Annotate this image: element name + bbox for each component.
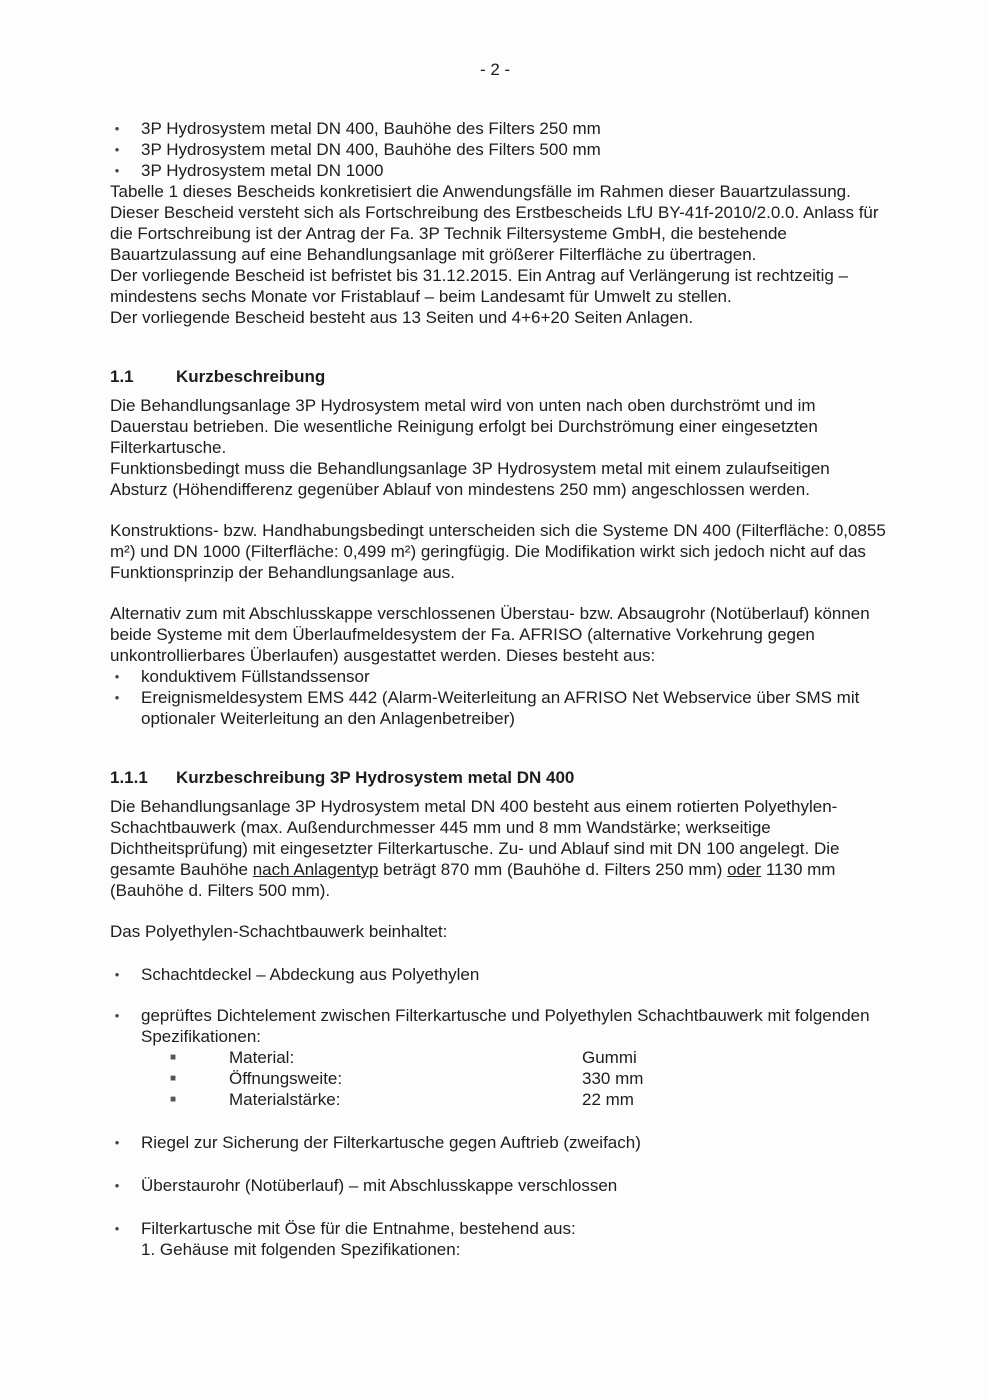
paragraph: Der vorliegende Bescheid ist befristet bis 31.12.2015. Ein Antrag auf Verlängerung ist rechtzeitig – mindestens sechs Monate vor Fristablauf – beim Landesamt für Umwelt zu stellen.: [110, 266, 849, 306]
bullet-icon: •: [114, 163, 120, 178]
page-number: - 2 -: [480, 60, 511, 79]
bullet-icon: •: [114, 142, 120, 157]
square-bullet-icon: ■: [170, 1052, 177, 1063]
bullet-icon: •: [114, 669, 120, 684]
list-item: • 3P Hydrosystem metal DN 400, Bauhöhe des Filters 500 mm: [110, 139, 890, 160]
bullet-icon: •: [114, 690, 120, 705]
section-heading: [110, 366, 890, 387]
bullet-icon: •: [114, 1135, 120, 1150]
subsection-heading: [110, 767, 890, 788]
paragraph: Konstruktions- bzw. Handhabungsbedingt unterscheiden sich die Systeme DN 400 (Filterfläche: 0,0855 m²) und DN 1000 (Filterfläche: 0,499 m²) geringfügig. Die Modifikation wirkt sich jedoch nicht auf das Funktionsprinzip der Behandlungsanlage aus.: [110, 521, 886, 582]
paragraph: Der vorliegende Bescheid besteht aus 13 Seiten und 4+6+20 Seiten Anlagen.: [110, 308, 694, 327]
list-item: • Riegel zur Sicherung der Filterkartusche gegen Auftrieb (zweifach): [110, 1132, 890, 1153]
spec-key: Materialstärke:: [229, 1090, 341, 1109]
list-item: • Filterkartusche mit Öse für die Entnahme, bestehend aus:: [110, 1218, 890, 1239]
paragraph: Die Behandlungsanlage 3P Hydrosystem metal wird von unten nach oben durchströmt und im Dauerstau betrieben. Die wesentliche Reinigung erfolgt bei Durchströmung einer eingesetzten Filterkartusche.: [110, 396, 818, 457]
list-item: • Ereignismeldesystem EMS 442 (Alarm-Weiterleitung an AFRISO Net Webservice über SMS mit optionaler Weiterleitung an den Anlagenbetreiber): [110, 687, 890, 729]
list-item: • geprüftes Dichtelement zwischen Filterkartusche und Polyethylen Schachtbauwerk mit folgenden Spezifikationen:: [110, 1005, 890, 1047]
underlined-text: nach Anlagentyp: [252, 860, 379, 879]
spec-value: Gummi: [582, 1048, 637, 1067]
list-item: • Schachtdeckel – Abdeckung aus Polyethylen: [110, 964, 890, 985]
page-content: [110, 118, 890, 1260]
section-title: Kurzbeschreibung: [176, 367, 326, 386]
numbered-item: 1. Gehäuse mit folgenden Spezifikationen:: [141, 1240, 461, 1259]
bullet-icon: •: [114, 1221, 120, 1236]
list-item: • konduktivem Füllstandssensor: [110, 666, 890, 687]
spec-key: Material:: [229, 1048, 295, 1067]
bullet-icon: •: [114, 1008, 120, 1023]
paragraph: Tabelle 1 dieses Bescheids konkretisiert die Anwendungsfälle im Rahmen dieser Bauartzulassung.: [110, 182, 851, 201]
bullet-icon: •: [114, 1178, 120, 1193]
spec-key: Öffnungsweite:: [229, 1069, 343, 1088]
list-item: • Überstaurohr (Notüberlauf) – mit Abschlusskappe verschlossen: [110, 1175, 890, 1196]
paragraph: Dieser Bescheid versteht sich als Fortschreibung des Erstbescheids LfU BY-41f-2010/2.0.0. Anlass für die Fortschreibung ist der Antrag der Fa. 3P Technik Filtersysteme GmbH, die bestehende Bauartzulassung auf eine Behandlungsanlage mit größerer Filterfläche zu übertragen.: [110, 203, 879, 264]
spec-row: [110, 1068, 890, 1089]
paragraph: Alternativ zum mit Abschlusskappe verschlossenen Überstau- bzw. Absaugrohr (Notüberlauf) können beide Systeme mit dem Überlaufmeldesystem der Fa. AFRISO (alternative Vorkehrung gegen unkontrollierbares Überlaufen) ausgestattet werden. Dieses besteht aus:: [110, 604, 870, 665]
spec-value: 330 mm: [582, 1069, 644, 1088]
square-bullet-icon: ■: [170, 1094, 177, 1105]
underlined-text: oder: [727, 860, 762, 879]
square-bullet-icon: ■: [170, 1073, 177, 1084]
spec-value: 22 mm: [582, 1090, 634, 1109]
bullet-icon: •: [114, 967, 120, 982]
paragraph: Das Polyethylen-Schachtbauwerk beinhaltet:: [110, 922, 448, 941]
section-number: 1.1: [110, 367, 134, 386]
paragraph: Die Behandlungsanlage 3P Hydrosystem metal DN 400 besteht aus einem rotierten Polyethylen-Schachtbauwerk (max. Außendurchmesser 445 mm und 8 mm Wandstärke; werkseitige Dichtheitsprüfung) mit eingesetzter Filterkartusche. Zu- und Ablauf sind mit DN 100 angelegt. Die gesamte Bauhöhe nach Anlagentyp beträgt 870 mm (Bauhöhe d. Filters 250 mm) oder 1130 mm (Bauhöhe d. Filters 500 mm).: [110, 797, 840, 900]
paragraph: Funktionsbedingt muss die Behandlungsanlage 3P Hydrosystem metal mit einem zulaufseitigen Absturz (Höhendifferenz gegenüber Ablauf von mindestens 250 mm) angeschlossen werden.: [110, 459, 830, 499]
bullet-icon: •: [114, 121, 120, 136]
spec-row: [110, 1047, 890, 1068]
list-item: • 3P Hydrosystem metal DN 400, Bauhöhe des Filters 250 mm: [110, 118, 890, 139]
section-title: Kurzbeschreibung 3P Hydrosystem metal DN 400: [176, 768, 575, 787]
section-number: 1.1.1: [110, 768, 148, 787]
spec-row: [110, 1089, 890, 1110]
list-item: • 3P Hydrosystem metal DN 1000: [110, 160, 890, 181]
